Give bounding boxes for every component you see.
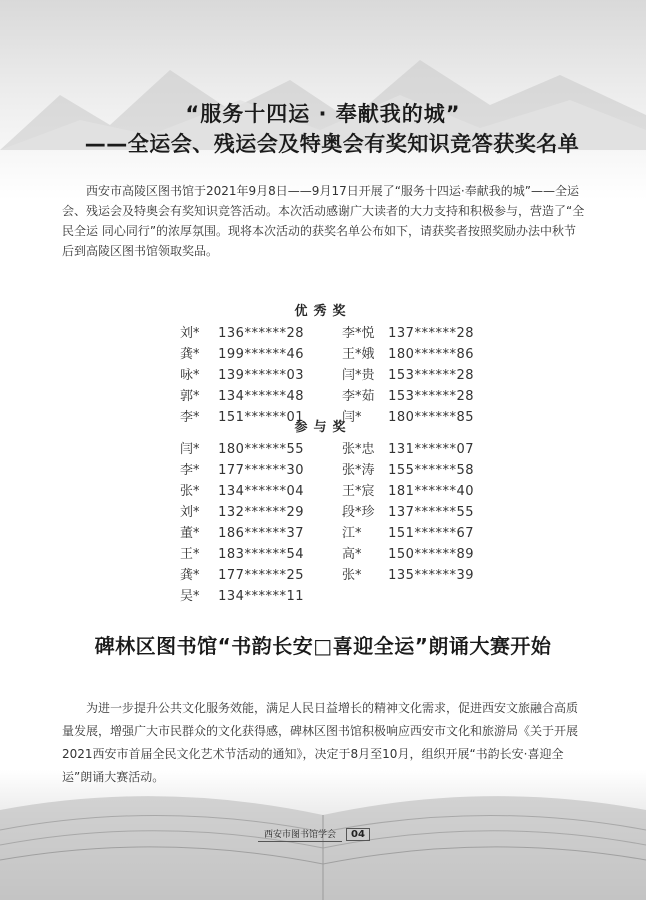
winner-name: 闫*: [342, 410, 362, 425]
winner-entry: [180, 365, 304, 386]
winner-name: 张*: [342, 568, 362, 583]
winner-phone: 177******30: [218, 463, 304, 478]
winner-name: 高*: [342, 547, 362, 562]
winner-phone: 186******37: [218, 526, 304, 541]
winner-name: 李*: [180, 463, 200, 478]
article-title-line1: “服务十四运 · 奉献我的城”: [185, 102, 461, 126]
winner-entry: [180, 386, 304, 407]
winner-name: 王*宸: [342, 484, 375, 499]
excellent-award-left-list: [180, 323, 304, 428]
winner-phone: 134******04: [218, 484, 304, 499]
winner-name: 吴*: [180, 589, 200, 604]
winner-name: 郭*: [180, 389, 200, 404]
winner-entry: [180, 502, 304, 523]
intro-paragraph: 西安市高陵区图书馆于2021年9月8日——9月17日开展了“服务十四运·奉献我的城”——全运会、残运会及特奥会有奖知识竞答活动。本次活动感谢广大读者的大力支持和积极参与，营造了“全民全运 同心同行”的浓厚氛围。现将本次活动的获奖名单公布如下，请获奖者按照奖励办法中秋节后到高陵区图书馆领取奖品。: [62, 184, 585, 258]
winner-phone: 153******28: [388, 368, 474, 383]
winner-name: 江*: [342, 526, 362, 541]
winner-name: 闫*贵: [342, 368, 375, 383]
winner-entry: [342, 439, 474, 460]
winner-name: 王*: [180, 547, 200, 562]
winner-entry: [342, 565, 474, 586]
winner-entry: [180, 344, 304, 365]
winner-phone: 137******28: [388, 326, 474, 341]
winner-entry: [342, 544, 474, 565]
winner-phone: 134******48: [218, 389, 304, 404]
winner-name: 龚*: [180, 568, 200, 583]
winner-name: 李*茹: [342, 389, 375, 404]
excellent-award-heading: 优秀奖: [294, 304, 352, 319]
winner-entry: [342, 323, 474, 344]
winner-phone: 180******55: [218, 442, 304, 457]
winner-entry: [180, 523, 304, 544]
winner-entry: [180, 565, 304, 586]
excellent-award-right-list: [342, 323, 474, 428]
winner-name: 段*珍: [342, 505, 375, 520]
winner-name: 张*忠: [342, 442, 375, 457]
winner-name: 董*: [180, 526, 200, 541]
winner-phone: 155******58: [388, 463, 474, 478]
article2-paragraph: 为进一步提升公共文化服务效能，满足人民日益增长的精神文化需求，促进西安文旅融合高质量发展，增强广大市民群众的文化获得感，碑林区图书馆积极响应西安市文化和旅游局《关于开展2021西安市首届全民文化艺术节活动的通知》，决定于8月至10月，组织开展“书韵长安·喜迎全运”朗诵大赛活动。: [62, 701, 579, 784]
winner-entry: [342, 481, 474, 502]
winner-entry: [342, 365, 474, 386]
winner-phone: 177******25: [218, 568, 304, 583]
winner-phone: 134******11: [218, 589, 304, 604]
winner-name: 咏*: [180, 368, 200, 383]
winner-entry: [342, 523, 474, 544]
winner-name: 王*娥: [342, 347, 375, 362]
article2-title: 碑林区图书馆“书韵长安□喜迎全运”朗诵大赛开始: [94, 634, 552, 658]
winner-phone: 139******03: [218, 368, 304, 383]
winner-name: 张*涛: [342, 463, 375, 478]
winner-entry: [180, 460, 304, 481]
winner-phone: 181******40: [388, 484, 474, 499]
winner-phone: 180******86: [388, 347, 474, 362]
winner-entry: [180, 586, 304, 607]
participation-award-heading: 参与奖: [294, 420, 352, 435]
winner-name: 张*: [180, 484, 200, 499]
winner-phone: 151******67: [388, 526, 474, 541]
winner-phone: 199******46: [218, 347, 304, 362]
winner-name: 刘*: [180, 326, 200, 341]
winner-phone: 132******29: [218, 505, 304, 520]
winner-phone: 153******28: [388, 389, 474, 404]
winner-phone: 183******54: [218, 547, 304, 562]
winner-entry: [342, 386, 474, 407]
winner-entry: [180, 544, 304, 565]
winner-phone: 137******55: [388, 505, 474, 520]
winner-phone: 150******89: [388, 547, 474, 562]
participation-award-left-list: [180, 439, 304, 607]
winner-name: 龚*: [180, 347, 200, 362]
winner-name: 刘*: [180, 505, 200, 520]
winner-entry: [342, 460, 474, 481]
article-title-line2: ——全运会、残运会及特奥会有奖知识竞答获奖名单: [84, 132, 580, 156]
winner-entry: [342, 344, 474, 365]
winner-name: 李*: [180, 410, 200, 425]
page-footer: [258, 826, 370, 842]
winner-phone: 180******85: [388, 410, 474, 425]
winner-name: 李*悦: [342, 326, 375, 341]
winner-phone: 151******01: [218, 410, 304, 425]
winner-entry: [180, 481, 304, 502]
participation-award-right-list: [342, 439, 474, 586]
winner-name: 闫*: [180, 442, 200, 457]
winner-entry: [180, 439, 304, 460]
page-number: 04: [346, 828, 370, 841]
publication-name: 西安市图书馆学会: [258, 826, 342, 842]
winner-entry: [180, 323, 304, 344]
winner-phone: 135******39: [388, 568, 474, 583]
winner-phone: 136******28: [218, 326, 304, 341]
winner-entry: [342, 502, 474, 523]
winner-phone: 131******07: [388, 442, 474, 457]
